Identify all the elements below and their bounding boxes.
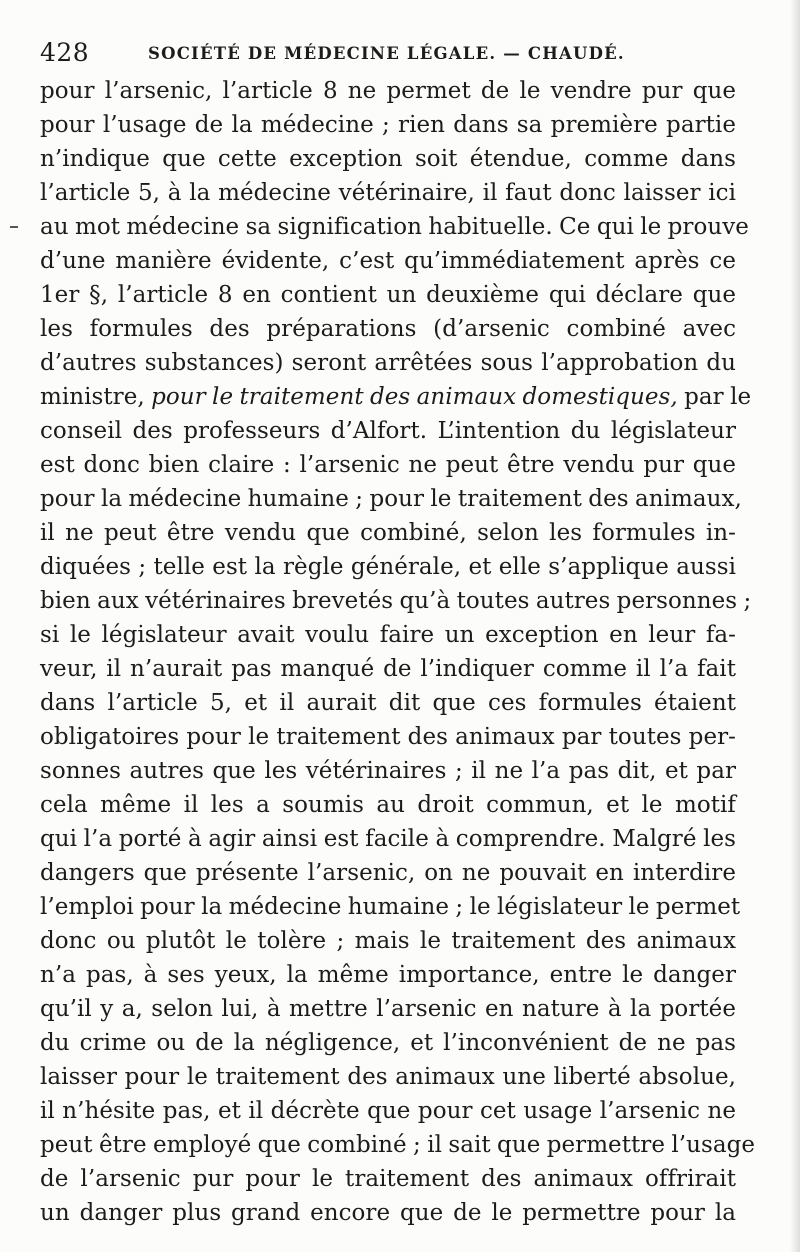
text-line: [40, 1060, 736, 1094]
text-line: [40, 414, 736, 448]
text-segment: diquées ; telle est la règle générale, et elle s’applique aussi: [40, 554, 736, 580]
text-segment: peut être employé que combiné ; il sait que permettre l’usage: [40, 1132, 756, 1158]
text-line: [40, 822, 736, 856]
text-segment: est donc bien claire : l’arsenic ne peut être vendu pur que: [40, 452, 736, 478]
text-segment: l’article 5, à la médecine vétérinaire, il faut donc laisser ici: [40, 180, 736, 206]
running-head: [40, 38, 740, 68]
text-line: [40, 958, 736, 992]
text-segment: qui l’a porté à agir ainsi est facile à comprendre. Malgré les: [40, 826, 736, 852]
text-line: [40, 312, 736, 346]
text-segment: qu’il y a, selon lui, à mettre l’arsenic en nature à la portée: [40, 996, 736, 1022]
text-segment: obligatoires pour le traitement des animaux par toutes per-: [40, 724, 736, 750]
text-line: [40, 176, 736, 210]
text-segment: au mot médecine sa signification habituelle. Ce qui le prouve: [40, 214, 749, 240]
text-line: [40, 142, 736, 176]
text-line: [40, 278, 736, 312]
text-line: [40, 380, 752, 414]
text-line: [40, 482, 742, 516]
text-segment: laisser pour le traitement des animaux une liberté absolue,: [40, 1064, 736, 1090]
text-segment: dans l’article 5, et il aurait dit que ces formules étaient: [40, 690, 736, 716]
text-segment: sonnes autres que les vétérinaires ; il ne l’a pas dit, et par: [40, 758, 736, 784]
text-segment: pour le traitement des animaux domestiques,: [151, 384, 678, 410]
text-segment: bien aux vétérinaires brevetés qu’à toutes autres personnes ;: [40, 588, 752, 614]
text-line: [40, 1094, 736, 1128]
text-segment: veur, il n’aurait pas manqué de l’indiquer comme il l’a fait: [40, 656, 736, 682]
running-title: SOCIÉTÉ DE MÉDECINE LÉGALE. — CHAUDÉ.: [148, 44, 625, 63]
scan-edge: [790, 0, 800, 1252]
text-segment: ministre,: [40, 384, 152, 410]
text-segment: n’indique que cette exception soit étendue, comme dans: [40, 146, 736, 172]
text-line: [40, 618, 736, 652]
text-segment: pour l’arsenic, l’article 8 ne permet de le vendre pur que: [40, 78, 736, 104]
text-line: [40, 1026, 736, 1060]
text-segment: les formules des préparations (d’arsenic combiné avec: [40, 316, 736, 342]
text-line: [40, 924, 736, 958]
text-line: [40, 74, 736, 108]
text-line: [40, 1128, 756, 1162]
text-segment: de l’arsenic pur pour le traitement des animaux offrirait: [40, 1166, 736, 1192]
text-segment: pour la médecine humaine ; pour le traitement des animaux,: [40, 486, 742, 512]
text-line: [40, 754, 736, 788]
text-line: [40, 448, 736, 482]
text-line: [40, 856, 736, 890]
text-line: [40, 210, 749, 244]
text-line: [40, 584, 752, 618]
text-line: [40, 346, 736, 380]
text-line: [40, 652, 736, 686]
text-segment: il ne peut être vendu que combiné, selon les formules in-: [40, 520, 736, 546]
text-line: [40, 108, 736, 142]
body-text: [40, 74, 756, 1230]
text-line: [40, 890, 741, 924]
text-segment: du crime ou de la négligence, et l’inconvénient de ne pas: [40, 1030, 736, 1056]
text-segment: donc ou plutôt le tolère ; mais le traitement des animaux: [40, 928, 736, 954]
text-segment: un danger plus grand encore que de le permettre pour la: [40, 1200, 736, 1226]
text-segment: conseil des professeurs d’Alfort. L’intention du législateur: [40, 418, 736, 444]
text-line: [40, 1196, 736, 1230]
text-segment: d’autres substances) seront arrêtées sous l’approbation du: [40, 350, 736, 376]
text-line: [40, 686, 736, 720]
text-segment: cela même il les a soumis au droit commun, et le motif: [40, 792, 736, 818]
text-line: [40, 244, 736, 278]
margin-mark: [10, 226, 18, 228]
text-line: [40, 788, 736, 822]
text-segment: si le législateur avait voulu faire un exception en leur fa-: [40, 622, 736, 648]
text-line: [40, 550, 736, 584]
text-segment: 1er §, l’article 8 en contient un deuxième qui déclare que: [40, 282, 736, 308]
text-segment: n’a pas, à ses yeux, la même importance, entre le danger: [40, 962, 736, 988]
text-line: [40, 1162, 736, 1196]
text-segment: par le: [677, 384, 752, 410]
text-segment: d’une manière évidente, c’est qu’immédiatement après ce: [40, 248, 736, 274]
text-line: [40, 720, 736, 754]
text-line: [40, 992, 736, 1026]
text-segment: dangers que présente l’arsenic, on ne pouvait en interdire: [40, 860, 736, 886]
text-line: [40, 516, 736, 550]
page-number: 428: [40, 38, 90, 67]
text-segment: l’emploi pour la médecine humaine ; le législateur le permet: [40, 894, 741, 920]
text-segment: il n’hésite pas, et il décrète que pour cet usage l’arsenic ne: [40, 1098, 736, 1124]
text-segment: pour l’usage de la médecine ; rien dans sa première partie: [40, 112, 736, 138]
